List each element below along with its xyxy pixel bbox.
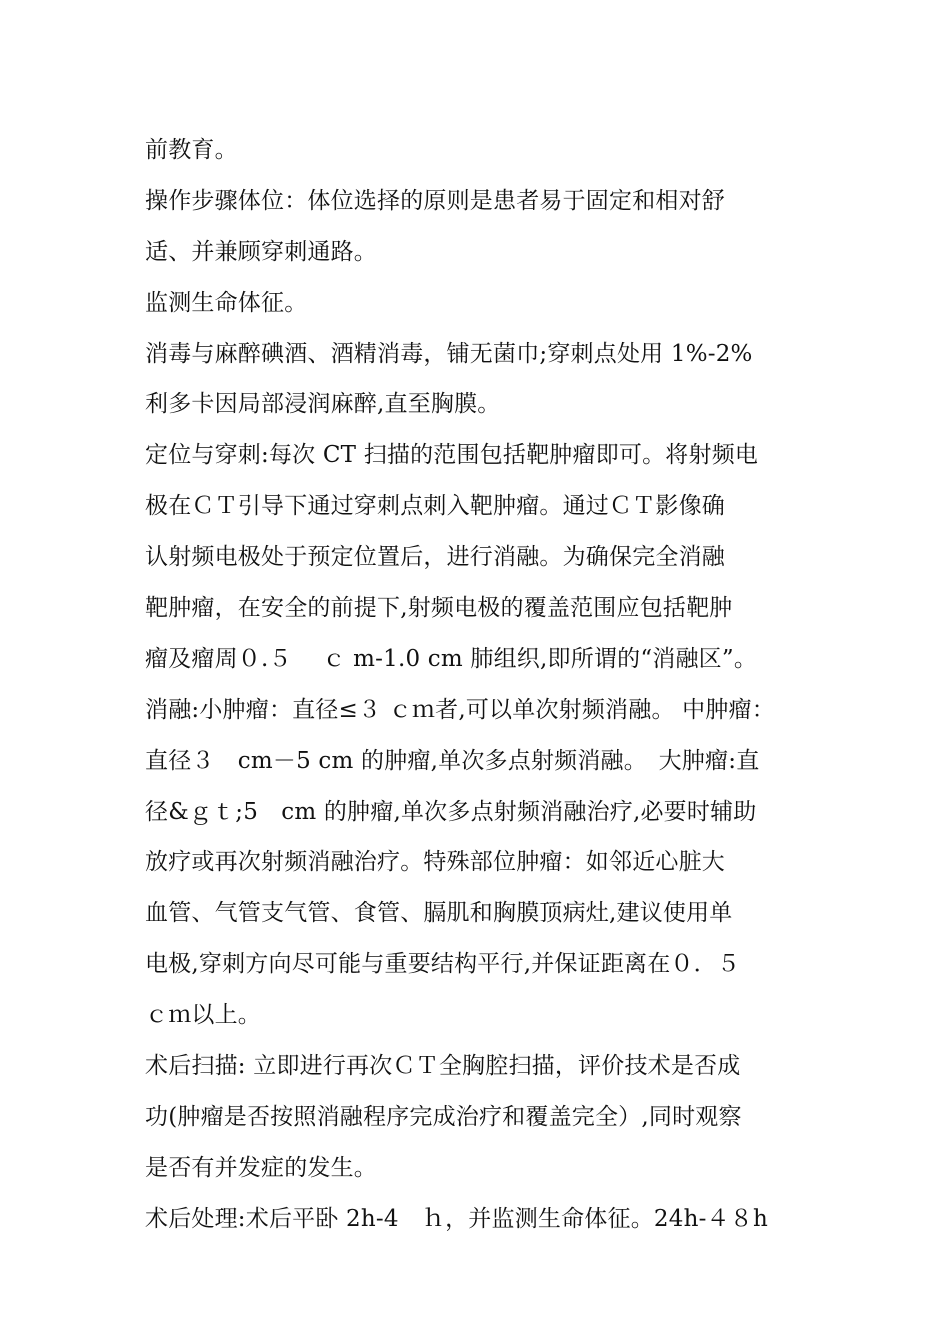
text-line: 监测生命体征。: [145, 289, 308, 316]
text-line: 术后扫描: 立即进行再次ＣＴ全胸腔扫描，评价技术是否成: [145, 1053, 741, 1080]
text-line: 极在ＣＴ引导下通过穿刺点刺入靶肿瘤。通过ＣＴ影像确: [145, 493, 725, 520]
text-line: 功(肿瘤是否按照消融程序完成治疗和覆盖完全）,同时观察: [145, 1103, 742, 1130]
text-line: 消融:小肿瘤：直径≤３ ｃｍ者,可以单次射频消融。 中肿瘤：: [145, 696, 775, 723]
text-line: ｃｍ以上。: [145, 1002, 261, 1029]
text-line: 电极,穿刺方向尽可能与重要结构平行,并保证距离在０．５: [145, 951, 741, 978]
document-body: [145, 128, 845, 1248]
text-line: 径&ｇｔ;5 cm 的肿瘤,单次多点射频消融治疗,必要时辅助: [145, 798, 757, 825]
text-line: 术后处理:术后平卧 2h-4 ｈ，并监测生命体征。24h-４８h: [145, 1205, 768, 1232]
text-line: 放疗或再次射频消融治疗。特殊部位肿瘤：如邻近心脏大: [145, 849, 725, 876]
text-line: 消毒与麻醉碘酒、酒精消毒，铺无菌巾;穿刺点处用 1%-2%: [145, 340, 753, 367]
text-line: 适、并兼顾穿刺通路。: [145, 238, 377, 265]
text-line: 是否有并发症的发生。: [145, 1154, 377, 1181]
text-line: 前教育。: [145, 137, 238, 163]
text-line: 直径３ cm－5 cm 的肿瘤,单次多点射频消融。 大肿瘤:直: [145, 747, 760, 774]
text-line: 血管、气管支气管、食管、膈肌和胸膜顶病灶,建议使用单: [145, 900, 733, 927]
text-line: 靶肿瘤，在安全的前提下,射频电极的覆盖范围应包括靶肿: [145, 595, 733, 622]
text-line: 利多卡因局部浸润麻醉,直至胸膜。: [145, 391, 501, 418]
text-line: 认射频电极处于预定位置后，进行消融。为确保完全消融: [145, 544, 725, 571]
text-line: 定位与穿刺:每次 CT 扫描的范围包括靶肿瘤即可。将射频电: [145, 442, 759, 469]
text-line: 瘤及瘤周０.５ ｃ m-1.0 cm 肺组织,即所谓的“消融区”。: [145, 645, 758, 672]
text-line: 操作步骤体位：体位选择的原则是患者易于固定和相对舒: [145, 187, 725, 214]
